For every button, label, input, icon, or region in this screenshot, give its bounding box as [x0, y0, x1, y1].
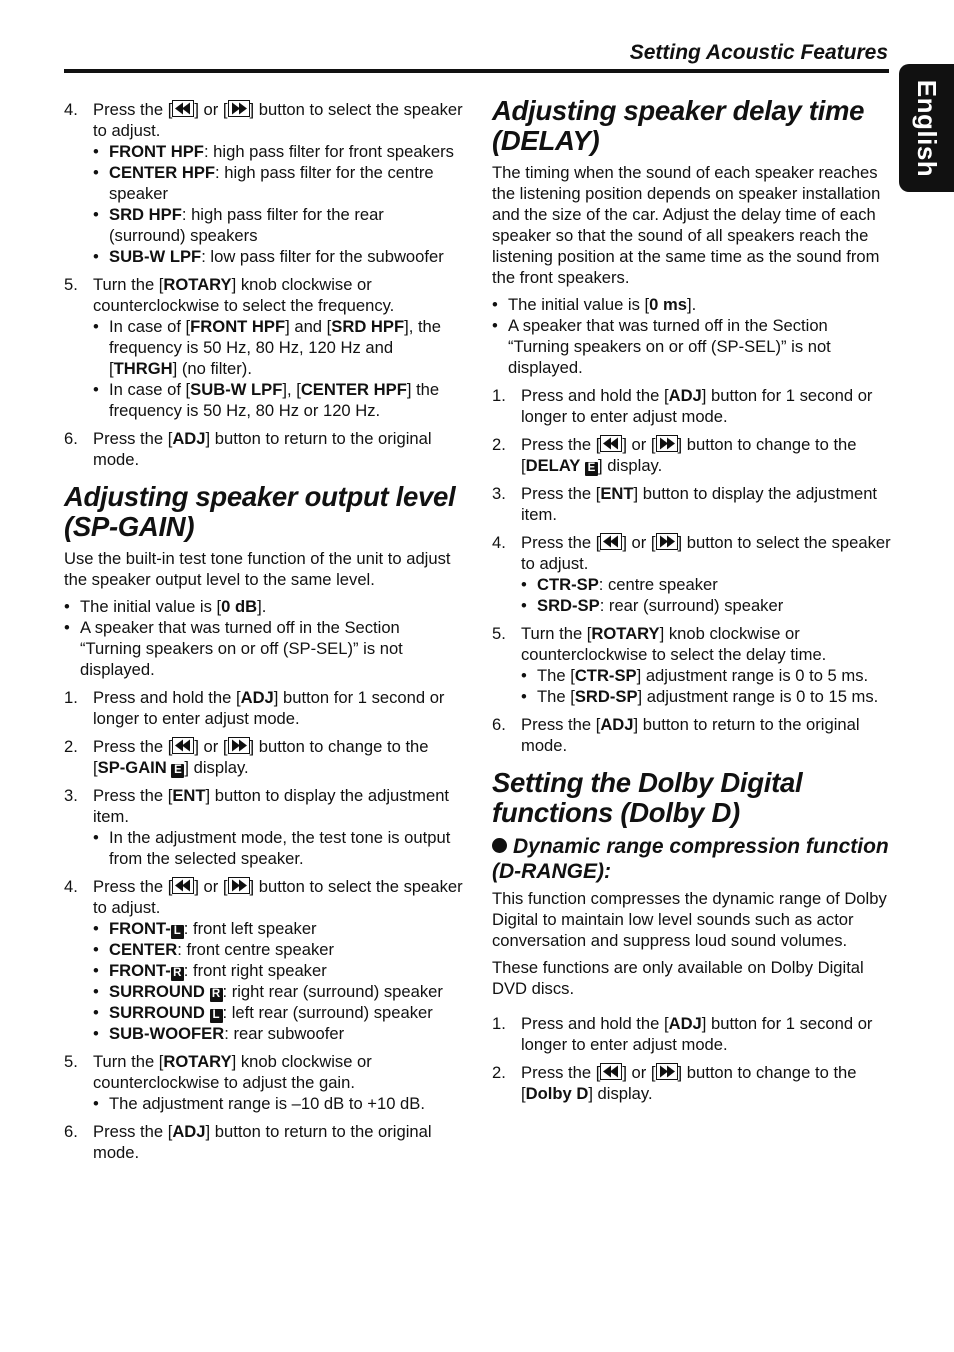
hpf-steps	[64, 99, 464, 470]
section-title-sp-gain: Adjusting speaker output level (SP-GAIN)	[64, 481, 456, 542]
step-text: ] or [	[194, 100, 228, 119]
hpf-step-4	[64, 99, 464, 267]
e-badge: E	[585, 462, 598, 476]
sp-gain-step-2: 2. Press the [ ] or [ ] button to change to the [SP-GAIN E ] display.	[64, 737, 429, 777]
double-left-arrow-icon	[600, 533, 622, 550]
r-badge: R	[171, 967, 184, 981]
definition: : high pass filter for the rear (surround) speakers	[109, 205, 384, 245]
step-number: 4.	[64, 100, 78, 119]
list-item: • The adjustment range is –10 dB to +10 dB.	[93, 1094, 425, 1113]
left-column	[64, 99, 464, 1170]
double-right-arrow-icon	[656, 533, 678, 550]
l-badge: L	[171, 925, 184, 939]
list-item: • FRONT- R : front right speaker	[93, 961, 327, 980]
term: FRONT HPF	[109, 142, 204, 161]
double-right-arrow-icon	[656, 435, 678, 452]
dolby-para-1: This function compresses the dynamic range of Dolby Digital to maintain low level sounds such as actor conversation and suppress loud sound volumes.	[492, 889, 887, 950]
delay-step-2: 2. Press the [ ] or [ ] button to change to the [DELAY E ] display.	[492, 435, 857, 475]
hpf-step-5	[64, 274, 464, 421]
double-right-arrow-icon	[228, 737, 250, 754]
step-number: 6.	[64, 429, 78, 448]
delay-step-1: 1. Press and hold the [ADJ] button for 1 second or longer to enter adjust mode.	[492, 386, 873, 426]
sp-gain-step-1: 1. Press and hold the [ADJ] button for 1 second or longer to enter adjust mode.	[64, 688, 445, 728]
term: SUB-W LPF	[109, 247, 202, 266]
dolby-step-1: 1. Press and hold the [ADJ] button for 1 second or longer to enter adjust mode.	[492, 1014, 873, 1054]
sp-gain-steps	[64, 687, 464, 1163]
sp-gain-step-4: 4. Press the [ ] or [ ] button to select the speaker to adjust. • FRONT- L : front left speaker • CENTER: front centre speaker • FRONT- R : front right speaker • SURROUND R : right rear (surround) speaker • SURROUND L : left rear (surround) speaker • SUB-WOOFER: rear subwoofer	[64, 877, 463, 1043]
list-item: • SRD HPF: high pass filter for the rear (surround) speakers	[93, 205, 384, 245]
definition: : high pass filter for the centre speaker	[109, 163, 434, 203]
list-item: • The [SRD-SP] adjustment range is 0 to 15 ms.	[521, 687, 879, 706]
step-text: Turn the [	[93, 275, 164, 294]
step-text: ] button to select the speaker to adjust.	[93, 100, 463, 140]
term: SRD HPF	[109, 205, 182, 224]
list-item: • The initial value is [0 dB].	[64, 597, 267, 616]
list-item: • SRD-SP: rear (surround) speaker	[521, 596, 784, 615]
delay-step-3: 3. Press the [ENT] button to display the adjustment item.	[492, 484, 878, 524]
sp-gain-notes	[64, 596, 464, 680]
frequency-notes	[93, 316, 464, 421]
r-badge: R	[210, 988, 223, 1002]
sp-gain-step-5: 5. Turn the [ROTARY] knob clockwise or counterclockwise to adjust the gain. • The adjustment range is –10 dB to +10 dB.	[64, 1051, 464, 1114]
step-text: Press the [	[93, 100, 173, 119]
definition: : high pass filter for front speakers	[203, 142, 454, 161]
dolby-subtitle: Dynamic range compression function (D-RANGE):	[492, 835, 889, 883]
list-item: • The initial value is [0 ms].	[492, 295, 697, 314]
step-number: 5.	[64, 275, 78, 294]
list-item: • SURROUND L : left rear (surround) speaker	[93, 1003, 433, 1022]
double-right-arrow-icon	[228, 100, 250, 117]
sp-gain-step-3: 3. Press the [ENT] button to display the adjustment item. • In the adjustment mode, the test tone is output from the selected speaker.	[64, 785, 464, 869]
delay-step-4: 4. Press the [ ] or [ ] button to select the speaker to adjust. • CTR-SP: centre speaker • SRD-SP: rear (surround) speaker	[492, 533, 891, 615]
list-item: • A speaker that was turned off in the Section “Turning speakers on or off (SP-SEL)” is not displayed.	[492, 316, 831, 377]
filter-list	[93, 141, 464, 267]
double-left-arrow-icon	[172, 877, 194, 894]
section-title-delay: Adjusting speaker delay time (DELAY)	[492, 95, 865, 156]
dolby-steps	[492, 1013, 892, 1104]
header-divider	[64, 69, 889, 73]
list-item: • FRONT HPF: high pass filter for front speakers	[93, 142, 454, 161]
dolby-step-2: 2. Press the [ ] or [ ] button to change to the [Dolby D] display.	[492, 1063, 857, 1103]
l-badge: L	[210, 1009, 223, 1023]
double-left-arrow-icon	[172, 100, 194, 117]
list-item: • SURROUND R : right rear (surround) speaker	[93, 982, 443, 1001]
step-body	[93, 274, 464, 421]
list-item: • In case of [FRONT HPF] and [SRD HPF], the frequency is 50 Hz, 80 Hz, 120 Hz and [THRGH] (no filter).	[93, 317, 442, 378]
list-item: • The [CTR-SP] adjustment range is 0 to 5 ms.	[521, 666, 869, 685]
double-left-arrow-icon	[172, 737, 194, 754]
delay-steps	[492, 385, 892, 756]
sp-gain-intro: Use the built-in test tone function of the unit to adjust the speaker output level to the same level.	[64, 549, 451, 589]
delay-intro: The timing when the sound of each speaker reaches the listening position depends on speaker installation and the size of the car. Adjust the delay time of each speaker so that the sound of all speakers reach the listening position at the same time as the sound from the front speakers.	[492, 163, 881, 287]
list-item: • In case of [SUB-W LPF], [CENTER HPF] the frequency is 50 Hz, 80 Hz or 120 Hz.	[93, 380, 440, 420]
sp-gain-step-6: 6. Press the [ADJ] button to return to the original mode.	[64, 1122, 432, 1162]
language-tab-label: English	[912, 79, 942, 177]
bullet-circle-icon	[492, 838, 507, 853]
definition: : low pass filter for the subwoofer	[201, 247, 444, 266]
language-tab	[899, 64, 954, 192]
double-right-arrow-icon	[228, 877, 250, 894]
list-item: • CENTER: front centre speaker	[93, 940, 335, 959]
step-body: Press the [ADJ] button to return to the original mode.	[93, 429, 432, 469]
delay-step-6: 6. Press the [ADJ] button to return to the original mode.	[492, 715, 860, 755]
list-item: • A speaker that was turned off in the Section “Turning speakers on or off (SP-SEL)” is not displayed.	[64, 618, 403, 679]
double-right-arrow-icon	[656, 1063, 678, 1080]
delay-notes	[492, 294, 892, 378]
page-header-title: Setting Acoustic Features	[629, 41, 888, 64]
button-name: ROTARY	[163, 275, 232, 294]
double-left-arrow-icon	[600, 435, 622, 452]
list-item: • SUB-W LPF: low pass filter for the subwoofer	[93, 247, 444, 266]
list-item: • In the adjustment mode, the test tone is output from the selected speaker.	[93, 828, 451, 868]
step-body	[93, 99, 464, 267]
dolby-para-2: These functions are only available on Dolby Digital DVD discs.	[492, 958, 864, 998]
delay-step-5: 5. Turn the [ROTARY] knob clockwise or counterclockwise to select the delay time. • The [CTR-SP] adjustment range is 0 to 5 ms. • The [SRD-SP] adjustment range is 0 to 15 ms.	[492, 623, 892, 707]
double-left-arrow-icon	[600, 1063, 622, 1080]
speaker-list	[93, 918, 464, 1044]
list-item: • CENTER HPF: high pass filter for the centre speaker	[93, 163, 434, 203]
list-item: • CTR-SP: centre speaker	[521, 575, 718, 594]
term: CENTER HPF	[109, 163, 216, 182]
section-title-dolby: Setting the Dolby Digital functions (Dolby D)	[492, 767, 803, 828]
right-column	[492, 96, 892, 1111]
e-badge: E	[171, 764, 184, 778]
hpf-step-6	[64, 428, 464, 470]
list-item: • SUB-WOOFER: rear subwoofer	[93, 1024, 345, 1043]
step-text: ] knob clockwise or counterclockwise to select the frequency.	[93, 275, 395, 315]
list-item: • FRONT- L : front left speaker	[93, 919, 317, 938]
